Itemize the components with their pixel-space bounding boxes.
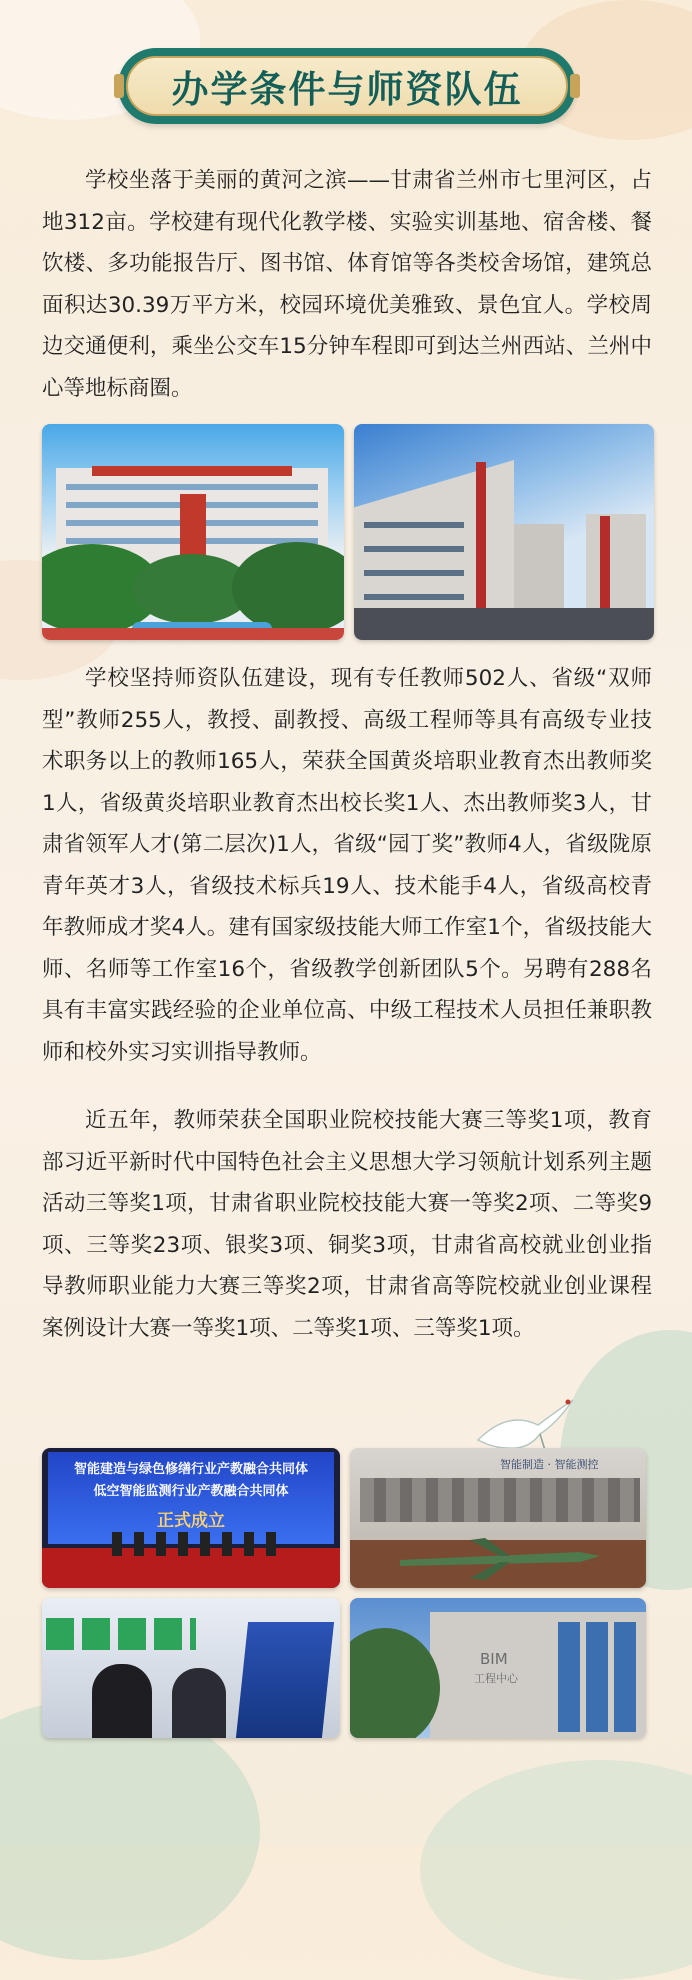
- ceremony-banner-line1: 智能建造与绿色修缮行业产教融合共同体: [73, 1462, 308, 1477]
- ceremony-event-photo: [42, 1448, 340, 1588]
- background-mountain-decoration: [420, 1760, 692, 1980]
- background-mountain-decoration: [0, 1700, 260, 1960]
- campus-intro-paragraph: 学校坐落于美丽的黄河之滨——甘肃省兰州市七里河区，占地312亩。学校建有现代化教学楼、实验实训基地、宿舍楼、餐饮楼、多功能报告厅、图书馆、体育馆等各类校舍场馆，建筑总面积达30.39万平方米，校园环境优美雅致、景色宜人。学校周边交通便利，乘坐公交车15分钟车程即可到达兰州西站、兰州中心等地标商圈。: [42, 168, 652, 401]
- title-banner-inner: [126, 56, 568, 116]
- computer-monitors: [46, 1618, 196, 1650]
- faculty-paragraph: 学校坚持师资队伍建设，现有专任教师502人、省级“双师型”教师255人，教授、副教授、高级工程师等具有高级专业技术职务以上的教师165人，荣获全国黄炎培职业教育杰出教师奖1人，省级黄炎培职业教育杰出校长奖1人、杰出教师奖3人，甘肃省领军人才(第二层次)1人，省级“园丁奖”教师4人，省级陇原青年英才3人，省级技术标兵19人、技术能手4人，省级高校青年教师成才奖4人。建有国家级技能大师工作室1个，省级技能大师、名师等工作室16个，省级教学创新团队5个。另聘有288名具有丰富实践经验的企业单位高、中级工程技术人员担任兼职教师和校外实习实训指导教师。: [42, 666, 652, 1065]
- bim-building-windows: [558, 1622, 638, 1732]
- campus-road: [354, 608, 654, 640]
- distant-building: [514, 524, 564, 618]
- bim-center-building-photo: [350, 1598, 646, 1738]
- building-windows: [364, 522, 464, 528]
- title-banner-right-ornament: [570, 74, 580, 98]
- building-red-sign-band: [92, 466, 292, 476]
- awards-paragraph: 近五年，教师荣获全国职业院校技能大赛三等奖1项，教育部习近平新时代中国特色社会主义思想大学习领航计划系列主题活动三等奖1项，甘肃省职业院校技能大赛一等奖2项、二等奖9项、三等奖23项、银奖3项、铜奖3项，甘肃省高校就业创业指导教师职业能力大赛三等奖2项，甘肃省高等院校就业创业课程案例设计大赛一等奖1项、二等奖1项、三等奖1项。: [42, 1108, 652, 1341]
- aircraft-model-icon: [390, 1530, 610, 1582]
- title-banner-left-ornament: [114, 74, 124, 98]
- distant-building: [586, 514, 646, 618]
- lab-wall-sign: 智能制造 · 智能测控: [500, 1458, 599, 1471]
- bim-sign: BIM: [480, 1650, 508, 1668]
- competition-banner: [236, 1622, 334, 1738]
- tree: [350, 1628, 440, 1738]
- building-windows: [364, 570, 464, 576]
- tree: [232, 542, 344, 634]
- building-windows: [364, 546, 464, 552]
- bim-sign-sub: 工程中心: [474, 1672, 518, 1685]
- red-flower-bed: [42, 628, 344, 640]
- computer-lab-photo: [42, 1598, 340, 1738]
- aviation-lab-photo: [350, 1448, 646, 1588]
- page-title: 办学条件与师资队伍: [171, 68, 523, 111]
- campus-building-photo: [42, 424, 344, 640]
- dormitory-building-photo: [354, 424, 654, 640]
- section-title-banner: [118, 48, 576, 124]
- ceremony-banner-stage: 正式成立: [157, 1511, 225, 1531]
- building-red-stripe: [600, 516, 610, 618]
- ceremony-guests: [112, 1532, 282, 1556]
- building-red-stripe: [476, 462, 486, 618]
- student-person: [92, 1664, 152, 1738]
- student-person: [172, 1668, 226, 1738]
- building-windows: [66, 484, 318, 490]
- ceremony-banner-line2: 低空智能监测行业产教融合共同体: [93, 1484, 289, 1499]
- lab-display-shelves: [360, 1478, 640, 1522]
- building-windows: [364, 594, 464, 600]
